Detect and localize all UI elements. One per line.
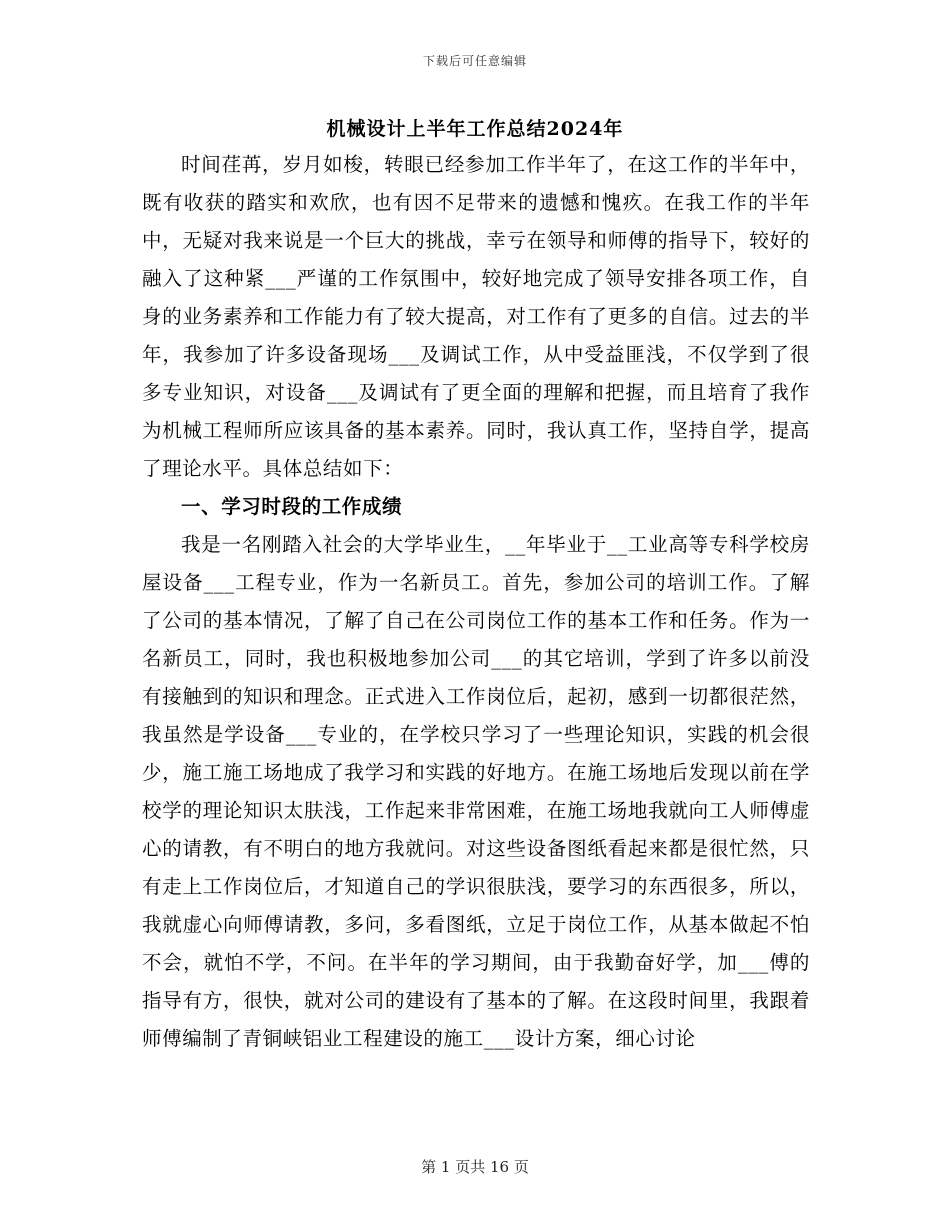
page-header: 下载后可任意编辑 xyxy=(422,54,527,68)
body-paragraph: 我是一名刚踏入社会的大学毕业生，__年毕业于__工业高等专科学校房屋设备___工程专业，作为一名新员工。首先，参加公司的培训工作。了解了公司的基本情况，了解了自己在公司岗位工作的基本工作和任务。作为一名新员工，同时，我也积极地参加公司___的其它培训，学到了许多以前没有接触到的知识和理念。正式进入工作岗位后，起初，感到一切都很茫然，我虽然是学设备___专业的，在学校只学习了一些理论知识，实践的机会很少，施工施工场地成了我学习和实践的好地方。在施工场地后发现以前在学校学的理论知识太肤浅，工作起来非常困难，在施工场地我就向工人师傅虚心的请教，有不明白的地方我就问。对这些设备图纸看起来都是很忙然，只有走上工作岗位后，才知道自己的学识很肤浅，要学习的东西很多，所以，我就虚心向师傅请教，多问，多看图纸，立足于岗位工作，从基本做起不怕不会，就怕不学，不问。在半年的学习期间，由于我勤奋好学，加___傅的指导有方，很快，就对公司的建设有了基本的了解。在这段时间里，我跟着师傅编制了青铜峡铝业工程建设的施工___设计方案，细心讨论 xyxy=(142,533,810,1050)
document-body xyxy=(142,146,810,1058)
page-number: 第 1 页共 16 页 xyxy=(421,1158,529,1176)
section-heading: 一、学习时段的工作成绩 xyxy=(181,495,403,518)
intro-paragraph: 时间荏苒，岁月如梭，转眼已经参加工作半年了，在这工作的半年中，既有收获的踏实和欢欣，也有因不足带来的遗憾和愧疚。在我工作的半年中，无疑对我来说是一个巨大的挑战，幸亏在领导和师傅的指导下，较好的融入了这种紧___严谨的工作氛围中，较好地完成了领导安排各项工作，自身的业务素养和工作能力有了较大提高，对工作有了更多的自信。过去的半年，我参加了许多设备现场___及调试工作，从中受益匪浅，不仅学到了很多专业知识，对设备___及调试有了更全面的理解和把握，而且培育了我作为机械工程师所应该具备的基本素养。同时，我认真工作，坚持自学，提高了理论水平。具体总结如下： xyxy=(142,153,810,480)
document-title: 机械设计上半年工作总结2024年 xyxy=(326,118,624,140)
